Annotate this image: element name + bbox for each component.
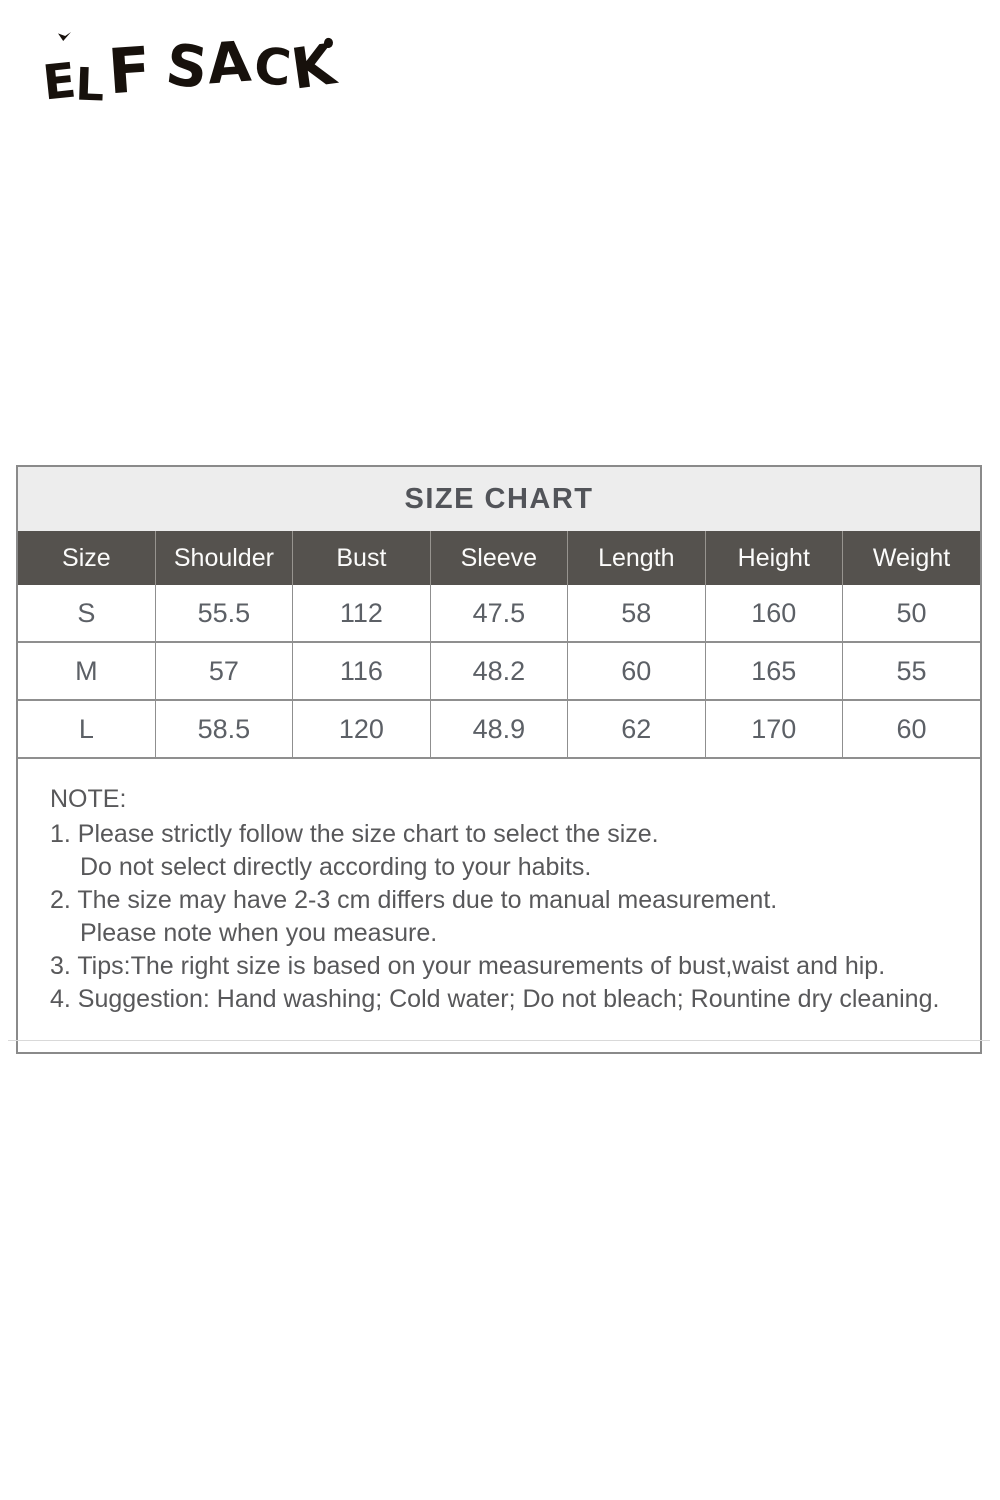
note-line: Do not select directly according to your habits.: [80, 853, 592, 881]
column-header-bust: Bust: [293, 531, 430, 585]
note-heading: NOTE:: [50, 785, 127, 813]
value-cell: 55.5: [155, 585, 292, 642]
value-cell: 170: [705, 700, 842, 757]
value-cell: 47.5: [430, 585, 567, 642]
logo-letter: L: [75, 57, 106, 112]
note-line: 1. Please strictly follow the size chart to select the size.: [50, 820, 659, 848]
size-cell: M: [18, 642, 155, 700]
column-header-length: Length: [568, 531, 705, 585]
column-header-shoulder: Shoulder: [155, 531, 292, 585]
note-line: Please note when you measure.: [80, 919, 438, 947]
value-cell: 60: [843, 700, 980, 757]
note-line: 4. Suggestion: Hand washing; Cold water; Do not bleach; Rountine dry cleaning.: [50, 985, 940, 1013]
value-cell: 55: [843, 642, 980, 700]
logo-accent-mark: [58, 32, 71, 41]
value-cell: 50: [843, 585, 980, 642]
column-header-size: Size: [18, 531, 155, 585]
value-cell: 120: [293, 700, 430, 757]
logo-letter: K: [287, 32, 340, 103]
column-header-height: Height: [705, 531, 842, 585]
value-cell: 48.9: [430, 700, 567, 757]
value-cell: 58.5: [155, 700, 292, 757]
size-cell: S: [18, 585, 155, 642]
value-cell: 57: [155, 642, 292, 700]
logo-letter: E: [40, 52, 79, 112]
value-cell: 62: [568, 700, 705, 757]
value-cell: 112: [293, 585, 430, 642]
size-cell: L: [18, 700, 155, 757]
elfsack-logo: [40, 29, 340, 112]
value-cell: 116: [293, 642, 430, 700]
column-header-weight: Weight: [843, 531, 980, 585]
logo-letter: A: [205, 29, 253, 98]
table-header-row: [18, 531, 980, 585]
value-cell: 165: [705, 642, 842, 700]
size-chart-box: [16, 465, 982, 1054]
note-line: 3. Tips:The right size is based on your measurements of bust,waist and hip.: [50, 952, 886, 980]
table-row: [18, 585, 980, 642]
logo-letter: S: [162, 31, 212, 103]
table-row: [18, 700, 980, 757]
size-chart-title: SIZE CHART: [18, 467, 980, 531]
table-row: [18, 642, 980, 700]
divider-line: [8, 1040, 990, 1041]
value-cell: 160: [705, 585, 842, 642]
value-cell: 60: [568, 642, 705, 700]
column-header-sleeve: Sleeve: [430, 531, 567, 585]
value-cell: 48.2: [430, 642, 567, 700]
note-section: [18, 757, 980, 1052]
logo-letter: F: [105, 32, 153, 109]
logo-letter: C: [251, 36, 294, 98]
note-line: 2. The size may have 2-3 cm differs due to manual measurement.: [50, 886, 778, 914]
value-cell: 58: [568, 585, 705, 642]
size-chart-table: [18, 531, 980, 757]
